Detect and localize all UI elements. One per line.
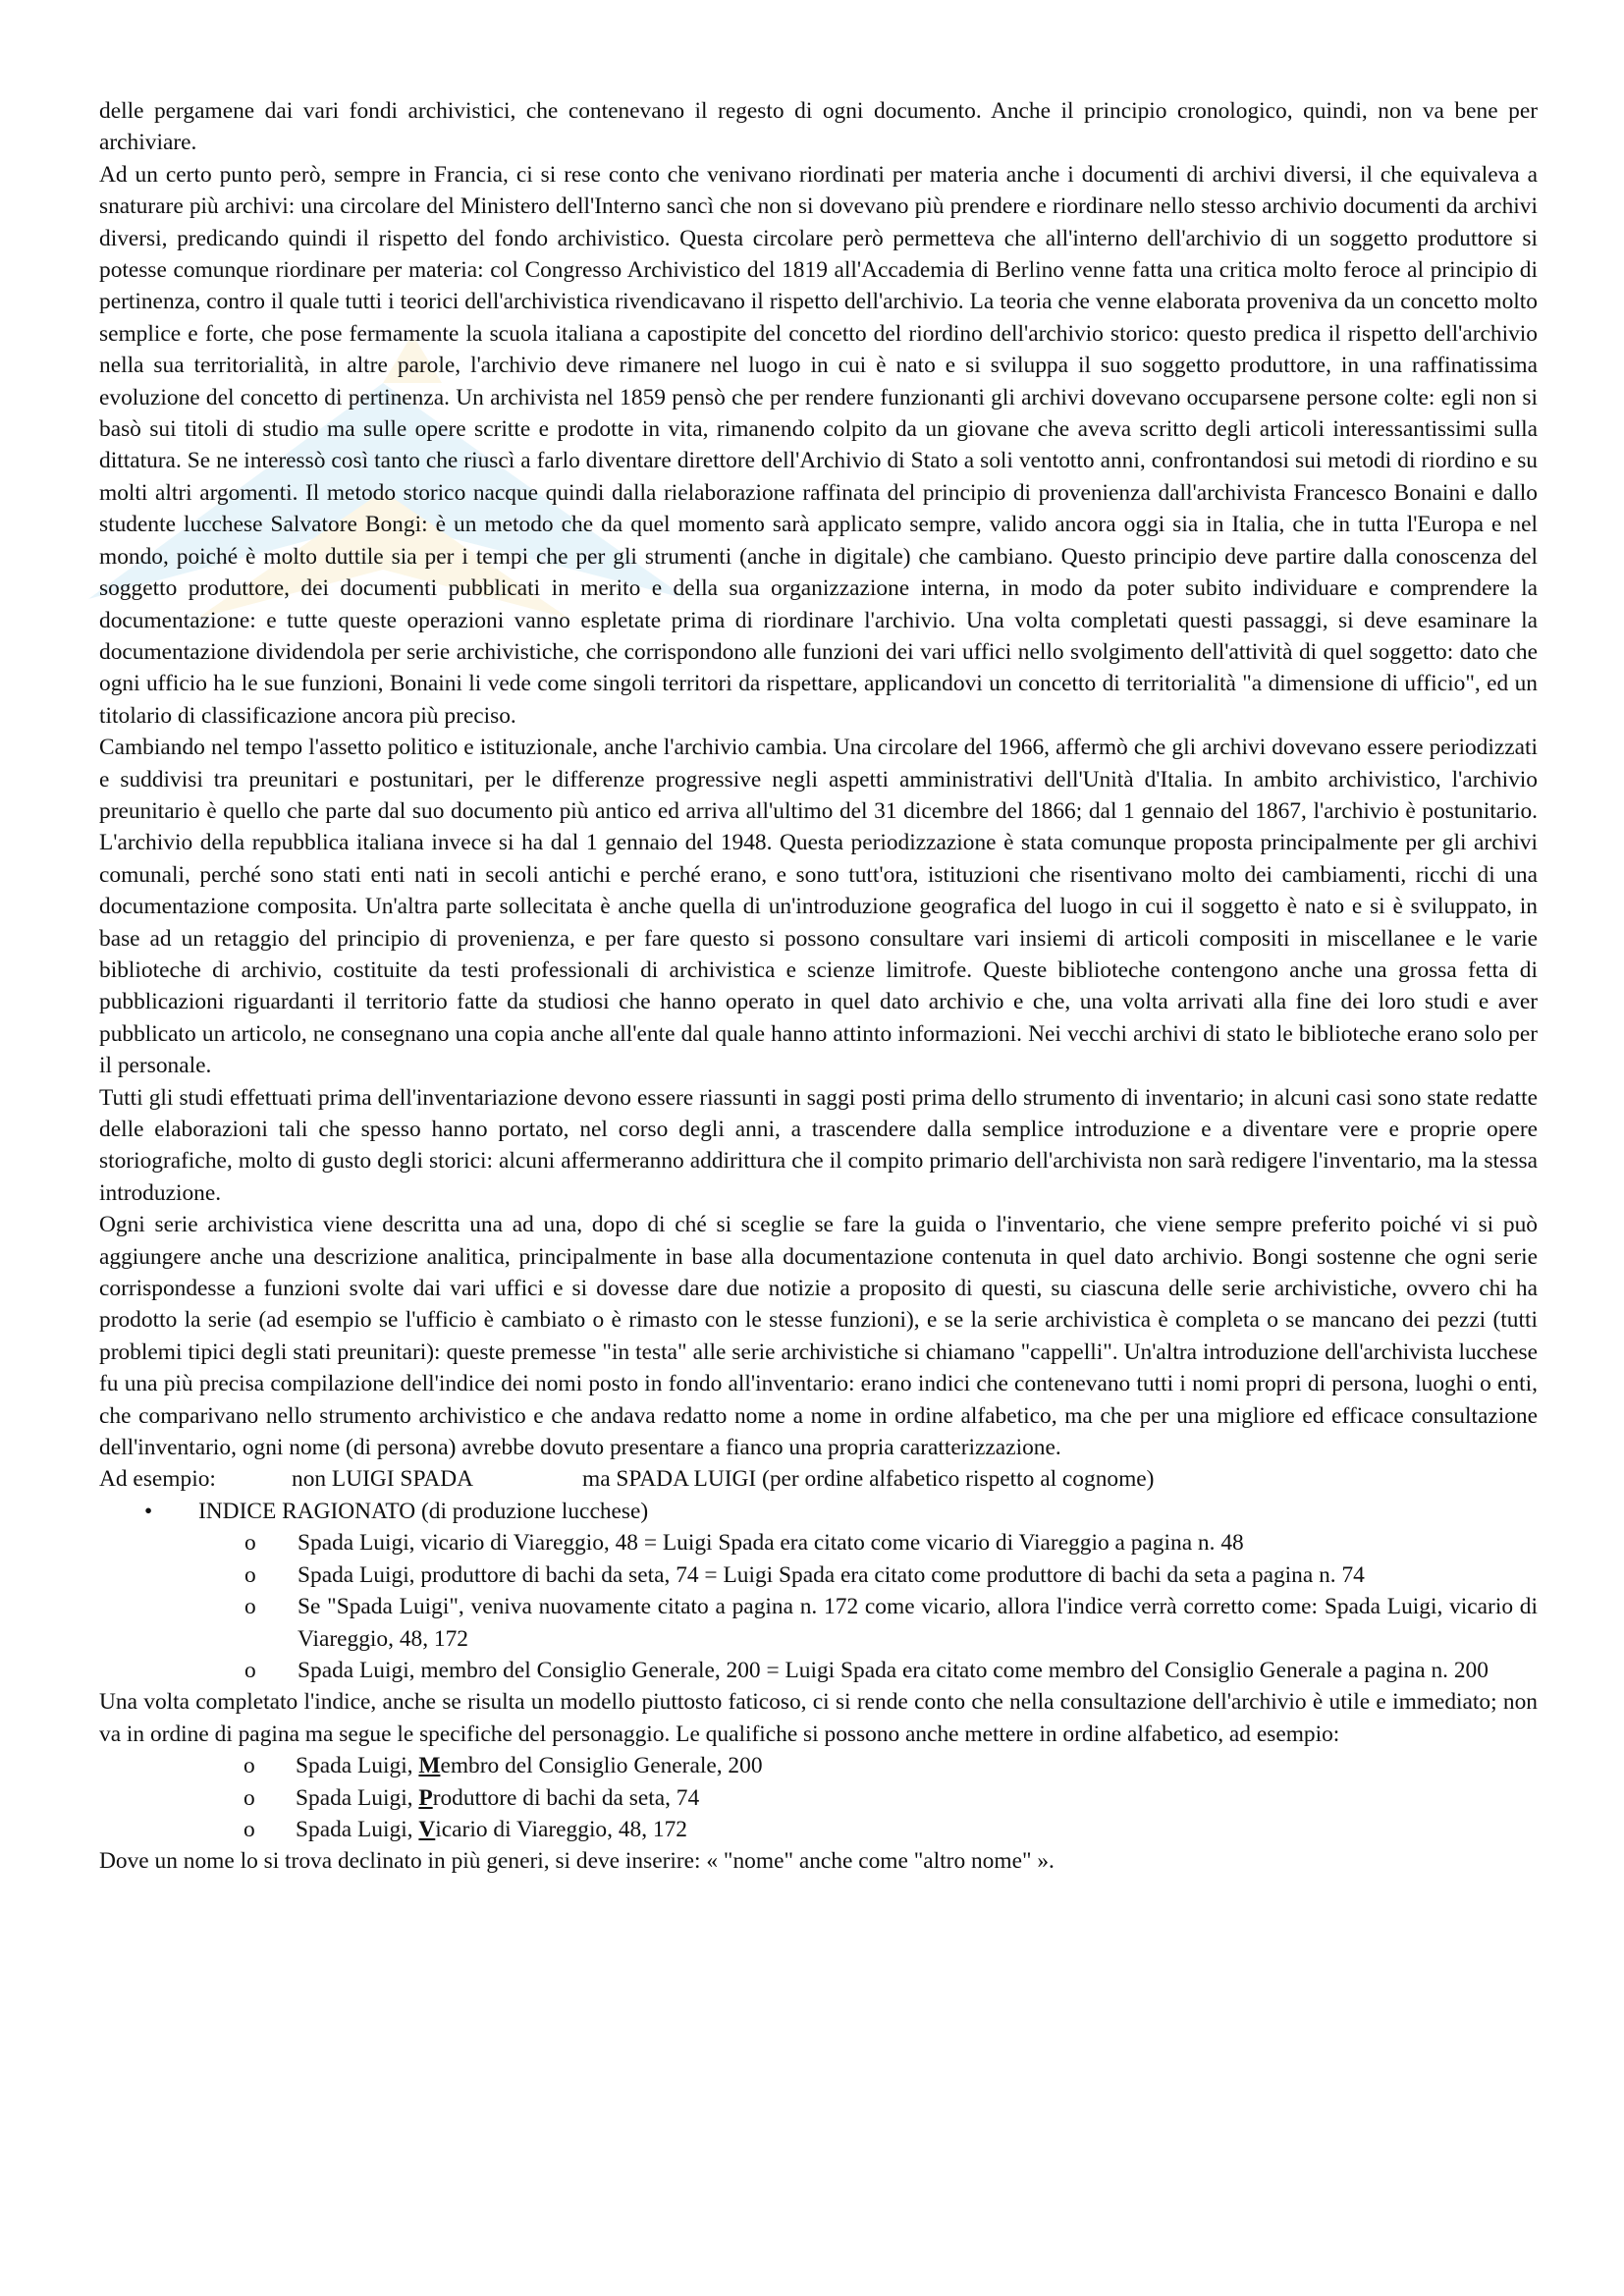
paragraph: Dove un nome lo si trova declinato in più generi, si deve inserire: « "nome" anche come "altro nome" ».	[99, 1848, 1055, 1875]
example-wrong: non LUIGI SPADA	[292, 1466, 473, 1493]
highlight-letter: V	[418, 1816, 436, 1842]
example-right: ma SPADA LUIGI (per ordine alfabetico rispetto al cognome)	[582, 1466, 1155, 1493]
list-item: o Spada Luigi, vicario di Viareggio, 48 = Luigi Spada era citato come vicario di Viareggio a pagina n. 48	[198, 1527, 1538, 1558]
list-item: o Spada Luigi, membro del Consiglio Generale, 200 = Luigi Spada era citato come membro del Consiglio Generale a pagina n. 200	[198, 1655, 1538, 1686]
example-line	[99, 1463, 1538, 1495]
paragraph: Tutti gli studi effettuati prima dell'inventariazione devono essere riassunti in saggi posti prima dello strumento di inventario; in alcuni casi sono state redatte delle elaborazioni tali che spesso hanno portato, nel corso degli anni, a trascendere dalla semplice introduzione e a diventare vere e proprie opere storiografiche, molto di gusto degli storici: alcuni affermeranno addirittura che il compito primario dell'archivista non sarà redigere l'inventario, ma la stessa introduzione.	[99, 1084, 1538, 1206]
list-item: o Spada Luigi, Membro del Consiglio Generale, 200	[198, 1750, 1538, 1781]
highlight-letter: P	[418, 1784, 433, 1811]
paragraph: Cambiando nel tempo l'assetto politico e istituzionale, anche l'archivio cambia. Una circolare del 1966, affermò che gli archivi dovevano essere periodizzati e suddivisi tra preunitari e postunitari, per le differenze progressive negli aspetti amministrativi dell'Unità d'Italia. In ambito archivistico, l'archivio preunitario è quello che parte dal suo documento più antico ed arriva all'ultimo del 31 dicembre del 1866; dal 1 gennaio del 1867, l'archivio è postunitario. L'archivio della repubblica italiana invece si ha dal 1 gennaio del 1948. Questa periodizzazione è stata comunque proposta principalmente per gli archivi comunali, perché sono stati enti nati in secoli antichi e perché erano, e sono tutt'ora, istituzioni che risentivano molto dei cambiamenti, ricchi di una documentazione composita. Un'altra parte sollecitata è anche quella di un'introduzione geografica del luogo in cui il soggetto è nato e si è sviluppato, in base ad un retaggio del principio di provenienza, e per fare questo si possono consultare vari insiemi di articoli compositi in miscellanee e le varie biblioteche di archivio, costituite da testi professionali di archivistica e scienze limitrofe. Queste biblioteche contengono anche una grossa fetta di pubblicazioni riguardanti il territorio fatte da studiosi che hanno operato in quel dato archivio e che, una volta arrivati alla fine dei loro studi e aver pubblicato un articolo, ne consegnano una copia anche all'ente dal quale hanno attinto informazioni. Nei vecchi archivi di stato le biblioteche erano solo per il personale.	[99, 735, 1538, 1079]
paragraph: Ad un certo punto però, sempre in Francia, ci si rese conto che venivano riordinati per materia anche i documenti di archivi diversi, il che equivaleva a snaturare più archivi: una circolare del Ministero dell'Interno sancì che non si dovevano più prendere e riordinare nello stesso archivio documenti da archivi diversi, predicando quindi il rispetto del fondo archivistico. Questa circolare però permetteva che all'interno dell'archivio di un soggetto produttore si potesse comunque riordinare per materia: col Congresso Archivistico del 1819 all'Accademia di Berlino venne fatta una critica molto feroce al principio di pertinenza, contro il quale tutti i teorici dell'archivistica rivendicavano il rispetto dell'archivio. La teoria che venne elaborata proveniva da un concetto molto semplice e forte, che pose fermamente la scuola italiana a capostipite del concetto del riordino dell'archivio storico: questo predica il rispetto dell'archivio nella sua territorialità, in altre parole, l'archivio deve rimanere nel luogo in cui è nato e si sviluppa il suo soggetto produttore, in una raffinatissima evoluzione del concetto di pertinenza. Un archivista nel 1859 pensò che per rendere funzionanti gli archivi dovevano occuparsene persone colte: egli non si basò sui titoli di studio ma sulle opere scritte e prodotte in vita, rimanendo colpito da un giovane che aveva scritto degli articoli interessantissimi sulla dittatura. Se ne interessò così tanto che riuscì a farlo diventare direttore dell'Archivio di Stato a soli ventotto anni, confrontandosi sui metodi di riordino e su molti altri argomenti. Il metodo storico nacque quindi dalla rielaborazione raffinata del principio di provenienza dall'archivista Francesco Bonaini e dallo studente lucchese Salvatore Bongi: è un metodo che da quel momento sarà applicato sempre, valido ancora oggi sia in Italia, che in tutta l'Europa e nel mondo, poiché è molto duttile sia per i tempi che per gli strumenti (anche in digitale) che cambiano. Questo principio deve partire dalla conoscenza del soggetto produttore, dei documenti pubblicati in merito e della sua organizzazione interna, in modo da poter subito individuare e comprendere la documentazione: e tutte queste operazioni vanno espletate prima di riordinare l'archivio. Una volta completati questi passaggi, si deve esaminare la documentazione dividendola per serie archivistiche, che corrispondono alle funzioni dei vari uffici nello svolgimento dell'attività di quel soggetto: dato che ogni ufficio ha le sue funzioni, Bonaini li vede come singoli territori da rispettare, applicandovi un concetto di territorialità "a dimensione di ufficio", ed un titolario di classificazione ancora più preciso.	[99, 161, 1538, 729]
example-label: Ad esempio:	[99, 1466, 216, 1493]
alphabetical-list	[99, 1750, 1538, 1845]
paragraph: delle pergamene dai vari fondi archivistici, che contenevano il regesto di ogni documento. Anche il principio cronologico, quindi, non va bene per archiviare.	[99, 98, 1538, 156]
paragraph: Ogni serie archivistica viene descritta una ad una, dopo di ché si sceglie se fare la guida o l'inventario, che viene sempre preferito poiché vi si può aggiungere anche una descrizione analitica, principalmente in base alla documentazione contenuta in quel dato archivio. Bongi sostenne che ogni serie corrispondesse a funzioni svolte dai vari uffici e si dovesse dare due notizie a proposito di questi, su ciascuna delle serie archivistiche, ovvero chi ha prodotto la serie (ad esempio se l'ufficio è cambiato o è rimasto con le stesse funzioni), e se la serie archivistica è completa o se mancano dei pezzi (tutti problemi tipici degli stati preunitari): queste premesse "in testa" alle serie archivistiche si chiamano "cappelli". Un'altra introduzione dell'archivista lucchese fu una più precisa compilazione dell'indice dei nomi posto in fondo all'inventario: erano indici che contenevano tutti i nomi propri di persona, luoghi o enti, che comparivano nello strumento archivistico e che andava redatto nome a nome in ordine alfabetico, ma che per una migliore ed efficace consultazione dell'inventario, ogni nome (di persona) avrebbe dovuto presentare a fianco una propria caratterizzazione.	[99, 1212, 1538, 1461]
highlight-letter: M	[418, 1753, 441, 1779]
index-list	[99, 1496, 1538, 1527]
list-item: o Spada Luigi, produttore di bachi da seta, 74 = Luigi Spada era citato come produttore di bachi da seta a pagina n. 74	[198, 1559, 1538, 1591]
index-heading: INDICE RAGIONATO (di produzione lucchese)	[198, 1498, 649, 1524]
document-body	[99, 95, 1538, 1878]
paragraph: Una volta completato l'indice, anche se risulta un modello piuttosto faticoso, ci si rende conto che nella consultazione dell'archivio è utile e immediato; non va in ordine di pagina ma segue le specifiche del personaggio. Le qualifiche si possono anche mettere in ordine alfabetico, ad esempio:	[99, 1689, 1538, 1747]
list-item: o Spada Luigi, Produttore di bachi da seta, 74	[198, 1782, 1538, 1814]
index-sublist	[99, 1527, 1538, 1686]
list-item: o Se "Spada Luigi", veniva nuovamente citato a pagina n. 172 come vicario, allora l'indice verrà corretto come: Spada Luigi, vicario di Viareggio, 48, 172	[198, 1591, 1538, 1655]
list-item: o Spada Luigi, Vicario di Viareggio, 48, 172	[198, 1814, 1538, 1845]
list-item	[99, 1496, 1538, 1527]
